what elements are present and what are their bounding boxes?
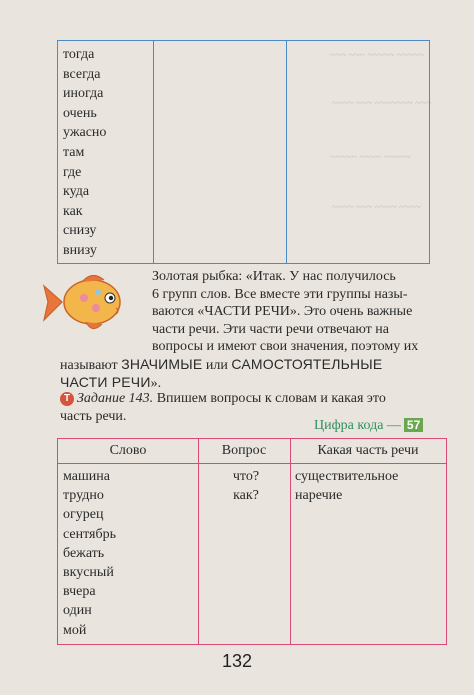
bleed-through-text: ~~~~ ~~~ ~~~~~~~ ~~~ — [332, 98, 432, 109]
task-label: Задание 143. — [77, 391, 154, 406]
table-cell: сентябрь — [63, 526, 116, 542]
bleed-through-text: ~~~~~ ~~~~ ~~~~~ — [330, 152, 411, 163]
code-label: Цифра кода — — [314, 418, 401, 433]
text-line: Золотая рыбка: «Итак. У нас получилось — [152, 269, 396, 284]
list-item: очень — [63, 105, 97, 121]
table-column-divider — [290, 439, 291, 644]
table-cell: вкусный — [63, 565, 114, 581]
table-header-divider — [58, 463, 446, 464]
table-cell: вчера — [63, 584, 96, 600]
part-of-speech-column — [295, 467, 398, 505]
list-item: как — [63, 203, 83, 219]
text-line — [60, 356, 444, 375]
table-cell: наречие — [295, 488, 343, 504]
table-column-divider — [286, 41, 287, 263]
list-item: снизу — [63, 223, 97, 239]
table-cell: огурец — [63, 507, 104, 523]
text-span: или — [202, 357, 232, 373]
column-header-word: Слово — [109, 443, 147, 458]
text-line: части речи. Эти части речи отвечают на — [152, 321, 389, 337]
list-item: там — [63, 144, 85, 160]
text-span: ». — [150, 376, 162, 391]
bleed-through-text: ~~~~ ~~~ ~~~~ ~~~~ — [332, 202, 421, 213]
table-cell: мой — [63, 622, 87, 638]
list-item: где — [63, 164, 82, 180]
emphasis-term: ЧАСТИ РЕЧИ — [60, 374, 151, 390]
table-column-divider — [153, 41, 154, 263]
task-text: Впишем вопросы к словам и какая это — [153, 391, 386, 406]
text-span: называют — [60, 357, 122, 373]
emphasis-term: САМОСТОЯТЕЛЬНЫЕ — [231, 355, 383, 372]
question-column — [203, 467, 289, 505]
table-cell: один — [63, 603, 92, 619]
list-item: внизу — [63, 242, 97, 258]
text-line: вопросы и имеют свои значения, поэтому их — [152, 339, 419, 354]
table-cell: бежать — [63, 545, 105, 561]
page-number: 132 — [221, 651, 253, 671]
task-line: часть речи. — [60, 409, 127, 424]
task-line — [60, 390, 444, 408]
text-line: 6 групп слов. Все вместе эти группы назы- — [152, 286, 408, 302]
list-item: ужасно — [63, 125, 107, 141]
list-item: всегда — [63, 66, 101, 82]
table-cell: трудно — [63, 488, 104, 504]
column-header-question: Вопрос — [221, 443, 267, 458]
code-hint — [314, 418, 423, 434]
table-column-divider — [198, 439, 199, 644]
table-cell: машина — [63, 469, 110, 484]
list-item: тогда — [63, 47, 95, 62]
bleed-through-text: ~~~ ~~~ ~~~~~ ~~~~~ — [330, 50, 425, 61]
emphasis-term: ЗНАЧИМЫЕ — [121, 355, 203, 372]
answer-table — [57, 438, 447, 645]
word-column — [63, 467, 116, 640]
table-cell: как? — [233, 488, 259, 504]
code-value: 57 — [404, 418, 423, 432]
word-list — [63, 45, 106, 261]
adverb-table — [57, 40, 430, 264]
fish-explanation — [60, 268, 444, 393]
table-cell: что? — [232, 469, 260, 484]
list-item: иногда — [63, 86, 104, 102]
column-header-part-of-speech: Какая часть речи — [317, 443, 419, 458]
task-icon: Т — [60, 392, 74, 406]
text-line: ваются «ЧАСТИ РЕЧИ». Это очень важные — [152, 304, 413, 319]
list-item: куда — [63, 184, 90, 200]
table-cell: существительное — [295, 469, 399, 484]
